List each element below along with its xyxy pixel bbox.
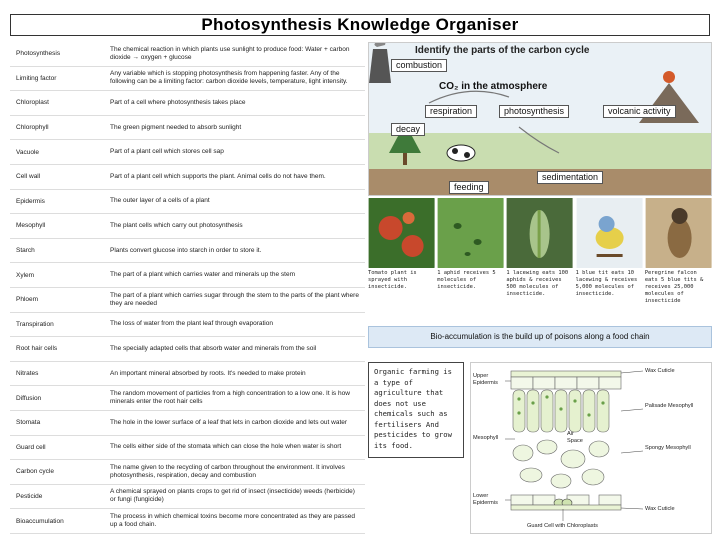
glossary-definition: Plants convert glucose into starch in order to store it. bbox=[110, 246, 262, 254]
carbon-cycle-title: Identify the parts of the carbon cycle bbox=[415, 45, 590, 56]
glossary-row bbox=[10, 214, 365, 239]
tomato-plant-image bbox=[368, 198, 435, 268]
glossary-definition: The green pigment needed to absorb sunlight bbox=[110, 123, 242, 131]
caption-aphid: 1 aphid receives 5 molecules of insecticide. bbox=[437, 270, 496, 290]
glossary-term: Root hair cells bbox=[16, 345, 58, 353]
combustion-label: combustion bbox=[391, 59, 447, 72]
glossary-definition: Part of a plant cell which supports the plant. Animal cells do not have them. bbox=[110, 172, 326, 180]
peregrine-falcon-image bbox=[645, 198, 712, 268]
caption-falcon: Peregrine falcon eats 5 blue tits & receives 25,000 molecules of insecticide bbox=[644, 270, 704, 304]
glossary-row bbox=[10, 411, 365, 436]
wax-cuticle-bottom-label: Wax Cuticle bbox=[645, 506, 675, 512]
feeding-label: feeding bbox=[449, 181, 489, 194]
glossary-row bbox=[10, 485, 365, 510]
glossary-definition: The specially adapted cells that absorb water and minerals from the soil bbox=[110, 344, 317, 352]
glossary-term: Pesticide bbox=[16, 492, 43, 500]
photosynthesis-label: photosynthesis bbox=[499, 105, 569, 118]
glossary-row bbox=[10, 165, 365, 190]
glossary-definition: The cells either side of the stomata which can close the hole when water is short bbox=[110, 443, 342, 451]
guard-cell-label: Guard Cell with Chloroplasts bbox=[527, 523, 598, 529]
glossary-definition: The plant cells which carry out photosynthesis bbox=[110, 221, 243, 229]
food-chain-captions bbox=[368, 270, 712, 320]
glossary-term: Nitrates bbox=[16, 370, 39, 378]
glossary-row bbox=[10, 313, 365, 338]
glossary-row bbox=[10, 436, 365, 461]
caption-lacewing: 1 lacewing eats 100 aphids & receives 500 molecules of insecticide. bbox=[506, 270, 569, 297]
glossary-row bbox=[10, 509, 365, 534]
glossary-row bbox=[10, 91, 365, 116]
glossary-term: Stomata bbox=[16, 419, 41, 427]
glossary-term: Cell wall bbox=[16, 173, 41, 181]
food-chain-panel bbox=[368, 198, 712, 350]
glossary-definition: Part of a cell where photosynthesis takes place bbox=[110, 98, 246, 106]
glossary-term: Vacuole bbox=[16, 148, 40, 156]
glossary-definition: The process in which chemical toxins become more concentrated as they are passed up a food chain. bbox=[110, 513, 355, 529]
glossary-row bbox=[10, 460, 365, 485]
bioaccumulation-banner: Bio-accumulation is the build up of poisons along a food chain bbox=[368, 326, 712, 348]
glossary-table bbox=[10, 42, 365, 534]
glossary-row bbox=[10, 337, 365, 362]
glossary-row bbox=[10, 190, 365, 215]
glossary-term: Epidermis bbox=[16, 197, 45, 205]
glossary-term: Phloem bbox=[16, 296, 39, 304]
glossary-definition: The random movement of particles from a high concentration to a low one. It is how minerals enter the root hair cells bbox=[110, 390, 350, 406]
glossary-definition: Any variable which is stopping photosynthesis from happening faster. Any of the following can be a limiting factor: carbon dioxide levels, temperature, light intensity. bbox=[110, 70, 348, 86]
glossary-term: Bioaccumulation bbox=[16, 517, 64, 525]
mesophyll-label: Mesophyll bbox=[473, 435, 499, 441]
glossary-row bbox=[10, 116, 365, 141]
glossary-definition: The loss of water from the plant leaf through evaporation bbox=[110, 320, 273, 328]
glossary-row bbox=[10, 362, 365, 387]
glossary-row bbox=[10, 42, 365, 67]
decay-label: decay bbox=[391, 123, 425, 136]
glossary-definition: An important mineral absorbed by roots. It's needed to make protein bbox=[110, 369, 306, 377]
lacewing-image bbox=[506, 198, 573, 268]
glossary-term: Chloroplast bbox=[16, 99, 49, 107]
page-title: Photosynthesis Knowledge Organiser bbox=[10, 14, 710, 36]
glossary-definition: Part of a plant cell which stores cell sap bbox=[110, 148, 224, 156]
glossary-term: Transpiration bbox=[16, 320, 54, 328]
sedimentation-label: sedimentation bbox=[537, 171, 603, 184]
glossary-definition: The chemical reaction in which plants use sunlight to produce food: Water + carbon dioxide → oxygen + glucose bbox=[110, 45, 350, 61]
glossary-term: Photosynthesis bbox=[16, 50, 61, 58]
glossary-term: Chlorophyll bbox=[16, 124, 49, 132]
co2-atmosphere-label: CO₂ in the atmosphere bbox=[439, 81, 548, 92]
caption-tomato: Tomato plant is sprayed with insecticide. bbox=[368, 270, 417, 290]
glossary-definition: The name given to the recycling of carbon throughout the environment. It involves photosynthesis, respiration, decay and combustion bbox=[110, 463, 345, 479]
wax-cuticle-top-label: Wax Cuticle bbox=[645, 368, 675, 374]
glossary-row bbox=[10, 288, 365, 313]
food-chain-images bbox=[368, 198, 712, 268]
blue-tit-image bbox=[576, 198, 643, 268]
glossary-term: Limiting factor bbox=[16, 74, 57, 82]
glossary-term: Mesophyll bbox=[16, 222, 46, 230]
carbon-cycle-diagram bbox=[368, 42, 712, 196]
aphid-image bbox=[437, 198, 504, 268]
palisade-mesophyll-label: Palisade Mesophyll bbox=[645, 403, 694, 409]
glossary-row bbox=[10, 140, 365, 165]
upper-epidermis-label: Upper Epidermis bbox=[473, 373, 498, 386]
respiration-label: respiration bbox=[425, 105, 477, 118]
organic-farming-note: Organic farming is a type of agriculture that does not use chemicals such as fertilisers And pesticides to grow its food. bbox=[368, 362, 464, 458]
leaf-cross-section-diagram bbox=[470, 362, 712, 534]
volcanic-activity-label: volcanic activity bbox=[603, 105, 676, 118]
glossary-term: Xylem bbox=[16, 271, 35, 279]
lower-epidermis-label: Lower Epidermis bbox=[473, 493, 498, 506]
glossary-row bbox=[10, 67, 365, 92]
glossary-definition: The part of a plant which carries sugar through the stem to the parts of the plant where they are needed bbox=[110, 291, 359, 307]
glossary-definition: The hole in the lower surface of a leaf that lets in carbon dioxide and lets out water bbox=[110, 418, 348, 426]
air-space-label: Air Space bbox=[567, 431, 583, 444]
glossary-row bbox=[10, 239, 365, 264]
caption-blue-tit: 1 blue tit eats 10 lacewing & receives 5,000 molecules of insecticide. bbox=[575, 270, 638, 297]
glossary-term: Carbon cycle bbox=[16, 468, 54, 476]
glossary-term: Diffusion bbox=[16, 394, 42, 402]
glossary-definition: The part of a plant which carries water and minerals up the stem bbox=[110, 271, 295, 279]
glossary-definition: A chemical sprayed on plants crops to get rid of insect (insecticide) weeds (herbicide) or fungi (fungicide) bbox=[110, 488, 355, 504]
glossary-row bbox=[10, 263, 365, 288]
glossary-row bbox=[10, 386, 365, 411]
glossary-term: Starch bbox=[16, 247, 35, 255]
spongy-mesophyll-label: Spongy Mesophyll bbox=[645, 445, 691, 451]
glossary-term: Guard cell bbox=[16, 443, 46, 451]
glossary-definition: The outer layer of a cells of a plant bbox=[110, 197, 210, 205]
